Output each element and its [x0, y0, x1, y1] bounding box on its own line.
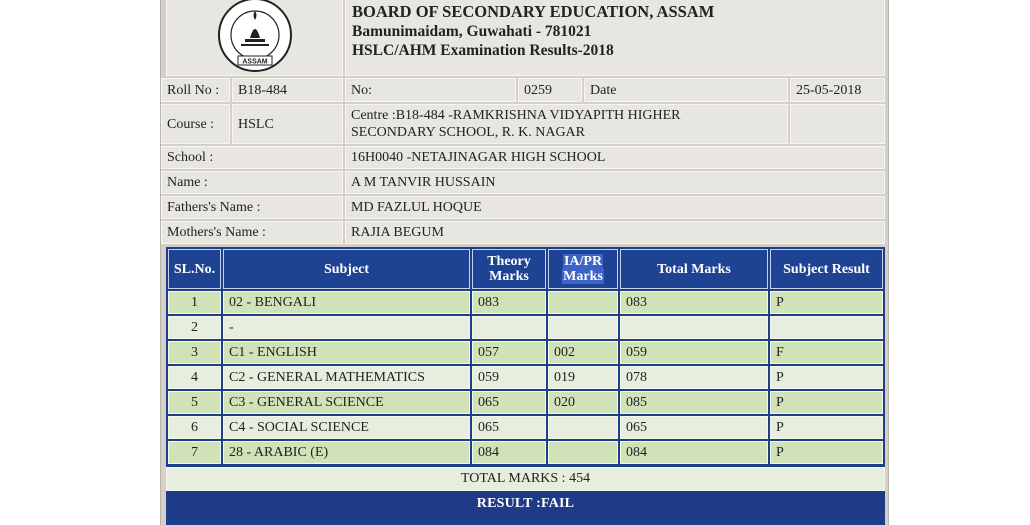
cell-total: 065 [620, 416, 768, 439]
col-header-total: Total Marks [620, 249, 768, 289]
cell-theory: 084 [472, 441, 546, 464]
cell-theory [472, 316, 546, 339]
mother-value: RAJIA BEGUM [345, 221, 885, 244]
cell-total: 078 [620, 366, 768, 389]
cell-result: P [770, 391, 883, 414]
cell-sl: 3 [168, 341, 221, 364]
logo-bottom-text: ASSAM [241, 58, 268, 66]
board-logo [212, 0, 298, 74]
centre-blank [790, 104, 885, 144]
mother-label: Mothers's Name : [161, 221, 343, 244]
col-header-theory-label: Theory Marks [487, 254, 531, 284]
cell-total: 083 [620, 291, 768, 314]
cell-result: F [770, 341, 883, 364]
cell-subject: C2 - GENERAL MATHEMATICS [223, 366, 470, 389]
board-address: Bamunimaidam, Guwahati - 781021 [352, 22, 592, 40]
cell-ia [548, 316, 618, 339]
cell-sl: 4 [168, 366, 221, 389]
col-header-theory [472, 249, 546, 289]
result-sheet [160, 0, 889, 525]
cell-ia [548, 416, 618, 439]
board-title: BOARD OF SECONDARY EDUCATION, ASSAM [352, 2, 715, 21]
father-label: Fathers's Name : [161, 196, 343, 219]
course-value: HSLC [232, 104, 343, 144]
cell-result: P [770, 291, 883, 314]
name-value: A M TANVIR HUSSAIN [345, 171, 885, 194]
header-title-cell [345, 0, 885, 76]
cell-result [770, 316, 883, 339]
course-label: Course : [161, 104, 230, 144]
col-header-ia-line2: Marks [563, 269, 603, 284]
cell-ia: 019 [548, 366, 618, 389]
cell-theory: 065 [472, 416, 546, 439]
cell-sl: 6 [168, 416, 221, 439]
date-label: Date [584, 78, 788, 102]
no-value: 0259 [518, 78, 582, 102]
roll-value: B18-484 [232, 78, 343, 102]
cell-result: P [770, 441, 883, 464]
school-value: 16H0040 -NETAJINAGAR HIGH SCHOOL [345, 146, 885, 169]
cell-result: P [770, 416, 883, 439]
cell-total: 059 [620, 341, 768, 364]
col-header-sl: SL.No. [168, 249, 221, 289]
roll-label: Roll No : [161, 78, 230, 102]
cell-total: 084 [620, 441, 768, 464]
marks-table [166, 247, 885, 525]
father-value: MD FAZLUL HOQUE [345, 196, 885, 219]
date-value: 25-05-2018 [790, 78, 885, 102]
col-header-subject: Subject [223, 249, 470, 289]
school-label: School : [161, 146, 343, 169]
cell-sl: 2 [168, 316, 221, 339]
cell-theory: 059 [472, 366, 546, 389]
col-header-ia [548, 249, 618, 289]
cell-subject: C3 - GENERAL SCIENCE [223, 391, 470, 414]
final-result: RESULT :FAIL [166, 493, 885, 515]
total-marks: TOTAL MARKS : 454 [166, 467, 885, 491]
cell-ia [548, 441, 618, 464]
cell-subject: 02 - BENGALI [223, 291, 470, 314]
logo-cell [166, 0, 343, 76]
cell-subject: 28 - ARABIC (E) [223, 441, 470, 464]
cell-total: 085 [620, 391, 768, 414]
cell-ia [548, 291, 618, 314]
cell-ia: 020 [548, 391, 618, 414]
no-label: No: [345, 78, 516, 102]
cell-subject: - [223, 316, 470, 339]
cell-theory: 057 [472, 341, 546, 364]
cell-ia: 002 [548, 341, 618, 364]
cell-subject: C1 - ENGLISH [223, 341, 470, 364]
cell-sl: 5 [168, 391, 221, 414]
col-header-ia-line1: IA/PR [563, 254, 603, 269]
centre-value: Centre :B18-484 -RAMKRISHNA VIDYAPITH HIGHER SECONDARY SCHOOL, R. K. NAGAR [345, 104, 788, 144]
exam-title: HSLC/AHM Examination Results-2018 [352, 42, 614, 59]
cell-sl: 7 [168, 441, 221, 464]
cell-theory: 065 [472, 391, 546, 414]
cell-result: P [770, 366, 883, 389]
cell-sl: 1 [168, 291, 221, 314]
cell-subject: C4 - SOCIAL SCIENCE [223, 416, 470, 439]
col-header-result: Subject Result [770, 249, 883, 289]
cell-total [620, 316, 768, 339]
cell-theory: 083 [472, 291, 546, 314]
name-label: Name : [161, 171, 343, 194]
